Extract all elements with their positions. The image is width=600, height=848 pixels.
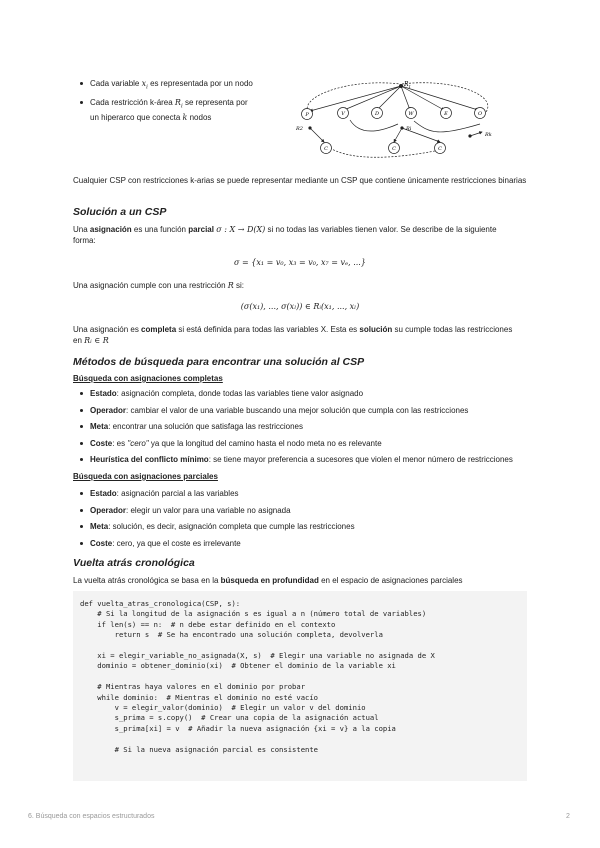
math-sigma: σ : X → D(X) [216, 225, 266, 234]
math-r: R [227, 281, 234, 290]
math-sub: i [146, 84, 148, 91]
item-text: : asignación completa, donde todas las variables tiene valor asignado [116, 389, 364, 398]
math-sub: i [180, 103, 183, 110]
item-bold: Meta [90, 522, 109, 531]
text: en el espacio de asignaciones parciales [318, 576, 463, 585]
item-bold: Coste [90, 538, 113, 548]
side-labels [295, 126, 492, 138]
side-label: Rk [485, 132, 492, 138]
bullet-line2-end: nodos [187, 113, 212, 123]
code-text: def vuelta_atras_cronologica(CSP, s): # Si la longitud de la asignación s es igual a n (número total de variables) if len(s) == n: # n debe estar definido en el contexto return s # Se ha encontrado una solución completa, devolverla xi = elegir_variable_no_asignada(X, s) # Elegir una variable no asignada de X dominio = obtener_dominio(xi) # Obtener el dominio de la variable xi # Mientras haya valores en el dominio por probar while dominio: # Mientras el dominio no esté vacío v = elegir_valor(dominio) # Elegir un valor v del dominio s_prima = s.copy() # Crear una copia de la asignación actual s_prima[xi] = v # Añadir la nueva asignación {xi = v} a la copia # Si la nueva asignación parcial es consistente [80, 599, 435, 754]
item-text: : asignación parcial a las variables [116, 489, 239, 498]
solucion-heading: Solución a un CSP [73, 206, 167, 218]
variable-label: W [408, 111, 414, 117]
item-bold: Meta [90, 422, 109, 431]
math-r: R [174, 97, 181, 107]
completas-item-estado [76, 388, 536, 399]
vuelta-paragraph [73, 575, 527, 586]
intro-bullet-2 [76, 97, 276, 124]
item-text: : encontrar una solución que satisfaga las restricciones [108, 422, 304, 431]
text: si está definida para todas las variables X. Esta es [176, 325, 360, 334]
parciales-heading: Búsqueda con asignaciones parciales [73, 472, 218, 481]
solucion-paragraph-3 [73, 324, 533, 346]
variable-label: V [341, 111, 345, 117]
footer-chapter: 6. Búsqueda con espacios estructurados [28, 813, 155, 820]
variable-label: C [392, 146, 396, 152]
bullet-rest: es representada por un nodo [147, 79, 253, 88]
bullet-text: Cada restricción k-área [90, 97, 175, 107]
text: Una asignación es [73, 325, 142, 334]
variable-label: P [305, 112, 309, 118]
intro-bullet-list [76, 78, 276, 123]
metodos-heading: Métodos de búsqueda para encontrar una solución al CSP [73, 356, 365, 368]
item-text: ya que la longitud del camino hasta el nodo meta no es relevante [148, 438, 382, 448]
parciales-item-meta [76, 521, 536, 532]
completas-heading: Búsqueda con asignaciones completas [73, 374, 223, 383]
item-bold: Operador [90, 505, 127, 515]
code-block [73, 591, 527, 781]
math-ri: Rᵢ ∈ R [84, 336, 109, 345]
bold-asignacion: asignación [89, 225, 132, 234]
item-text: : cambiar el valor de una variable buscando una mejor solución que cumpla con las restricciones [126, 405, 469, 415]
item-text: : se tiene mayor preferencia a sucesores que violen el menor número de restricciones [208, 455, 513, 464]
parciales-item-operador [76, 505, 536, 516]
item-text: : cero, ya que el coste es irrelevante [112, 538, 241, 548]
text: en [73, 336, 85, 345]
variable-nodes [302, 108, 486, 154]
completas-item-meta [76, 421, 536, 432]
text: si no todas las variables tienen valor. Se describe de la siguiente [265, 225, 497, 234]
csp-paragraph: Cualquier CSP con restricciones k-arias se puede representar mediante un CSP que contiene únicamente restricciones binarias [73, 176, 527, 185]
footer-page-number: 2 [566, 813, 570, 820]
text: Una [73, 225, 90, 234]
hyperedge-label: $R_1$ [404, 81, 412, 89]
item-bold: Estado [90, 489, 117, 498]
item-bold: Coste [90, 438, 113, 448]
bullet-line2: un hiperarco que conecta [90, 113, 183, 123]
bold-busqueda: búsqueda en profundidad [220, 576, 319, 585]
formula-sigma: σ = {x₁ = v₀, x₃ = v₀, x₇ = vₑ, ...} [234, 258, 366, 267]
solucion-paragraph-1 [73, 224, 527, 246]
text: forma: [73, 236, 96, 245]
item-italic: "cero" [127, 438, 149, 448]
vuelta-heading: Vuelta atrás cronológica [73, 557, 195, 569]
bullet-text: Cada variable [90, 79, 142, 88]
side-label: R2 [296, 126, 303, 132]
bullet-rest: se representa por [182, 97, 248, 107]
parciales-item-coste [76, 538, 536, 549]
bold-parcial: parcial [188, 225, 214, 234]
item-bold: Estado [90, 389, 117, 398]
parciales-list [76, 488, 536, 549]
bold-completa: completa [141, 325, 177, 334]
item-text: : es [112, 438, 128, 448]
text: La vuelta atrás cronológica se basa en la [73, 576, 221, 585]
variable-label: E [444, 111, 448, 117]
item-text: : solución, es decir, asignación completa que cumple las restricciones [108, 522, 355, 531]
formula-cumple: (σ(x₁), ..., σ(xₗ)) ∈ Rᵢ(x₁, ..., xₗ) [240, 302, 360, 311]
completas-item-heuristica [76, 454, 536, 465]
text: su cumple todas las restricciones [392, 325, 513, 334]
completas-item-operador [76, 405, 536, 416]
completas-list [76, 388, 536, 465]
parciales-item-estado [76, 488, 536, 499]
hypergraph-diagram [290, 76, 500, 160]
variable-label: D [374, 111, 380, 117]
math-k: k [182, 113, 188, 123]
variable-label: C [438, 146, 442, 152]
solucion-paragraph-2 [73, 280, 527, 291]
text: es una función [131, 225, 189, 234]
variable-label: C [324, 146, 328, 152]
variable-label: O [477, 111, 483, 117]
item-text: : elegir un valor para una variable no asignada [126, 505, 291, 515]
item-bold: Heurística del conflicto mínimo [90, 455, 209, 464]
completas-item-coste [76, 438, 536, 449]
item-bold: Operador [90, 405, 127, 415]
bold-solucion: solución [359, 325, 393, 334]
text: si: [233, 281, 245, 290]
text: Una asignación cumple con una restricción [73, 281, 228, 290]
math-x: x [141, 79, 147, 88]
intro-bullet-1 [76, 78, 276, 94]
side-label: Ri [406, 126, 412, 132]
